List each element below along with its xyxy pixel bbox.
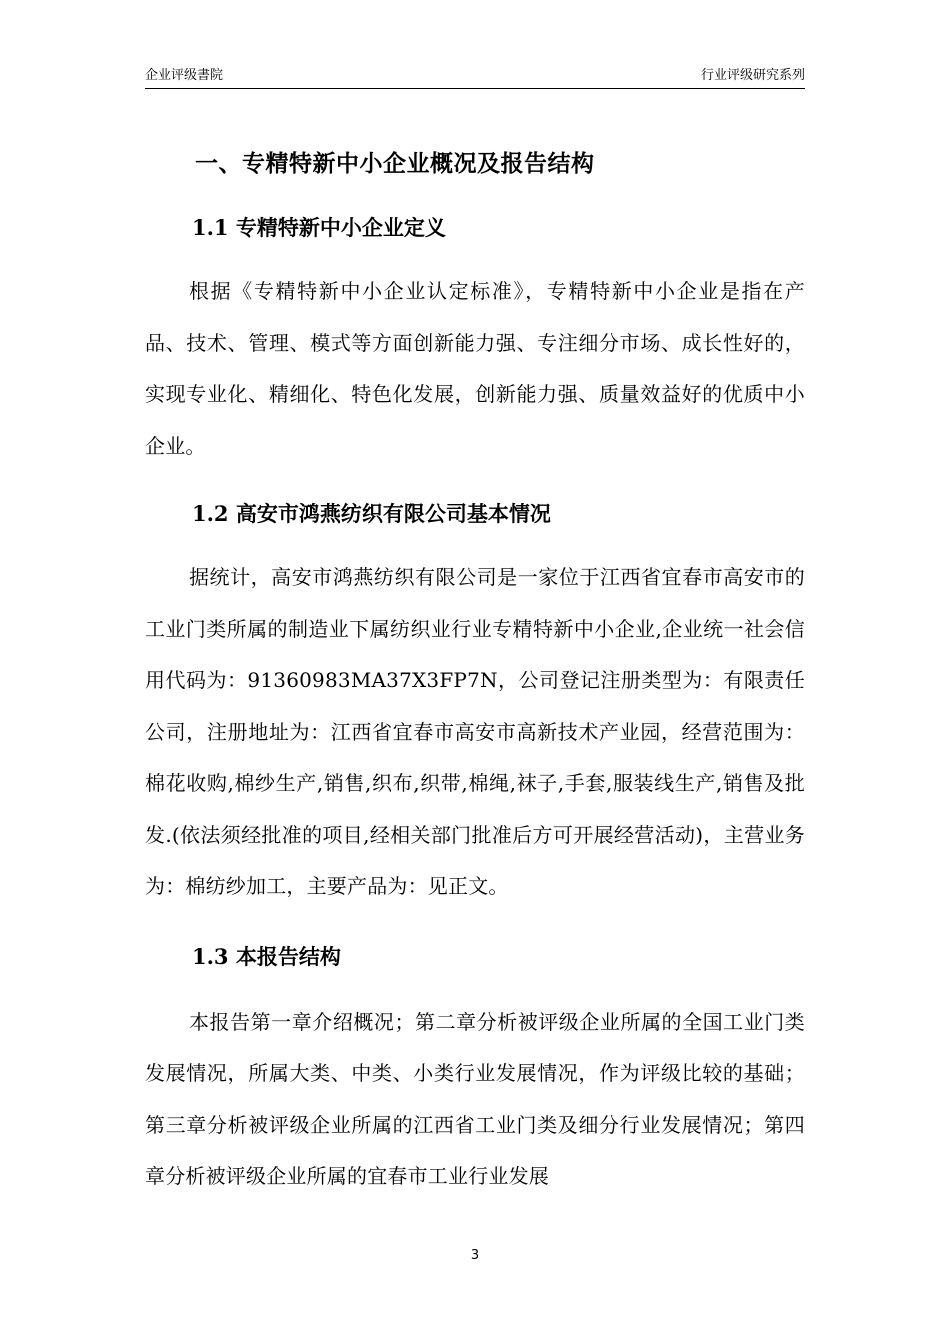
paragraph-company-info: 据统计，高安市鸿燕纺织有限公司是一家位于江西省宜春市高安市的工业门类所属的制造业下属纺织业行业专精特新中小企业,企业统一社会信用代码为：91360983MA37X3FP7N，公司登记注册类型为：有限责任公司，注册地址为：江西省宜春市高安市高新技术产业园，经营范围为：棉花收购,棉纱生产,销售,织布,织带,棉绳,袜子,手套,服装线生产,销售及批发.(依法须经批准的项目,经相关部门批准后方可开展经营活动)，主营业务为：棉纺纱加工，主要产品为：见正文。 — [145, 565, 805, 898]
page-header — [145, 66, 805, 89]
section-title-1-3: 1.3 本报告结构 — [192, 943, 341, 969]
header-series-title: 行业评级研究系列 — [700, 68, 805, 83]
page-number: 3 — [470, 1248, 480, 1263]
paragraph-definition: 根据《专精特新中小企业认定标准》，专精特新中小企业是指在产品、技术、管理、模式等方面创新能力强、专注细分市场、成长性好的，实现专业化、精细化、特色化发展，创新能力强、质量效益好的优质中小企业。 — [145, 279, 805, 458]
header-publisher: 企业评级書院 — [145, 68, 224, 83]
section-title-1-1: 1.1 专精特新中小企业定义 — [192, 215, 446, 240]
document-body — [145, 142, 805, 1203]
paragraph-report-structure: 本报告第一章介绍概况；第二章分析被评级企业所属的全国工业门类发展情况，所属大类、中类、小类行业发展情况，作为评级比较的基础；第三章分析被评级企业所属的江西省工业门类及细分行业发展情况；第四章分析被评级企业所属的宜春市工业行业发展 — [145, 1009, 805, 1188]
chapter-title: 一、专精特新中小企业概况及报告结构 — [195, 150, 595, 177]
section-title-1-2: 1.2 高安市鸿燕纺织有限公司基本情况 — [192, 501, 551, 526]
